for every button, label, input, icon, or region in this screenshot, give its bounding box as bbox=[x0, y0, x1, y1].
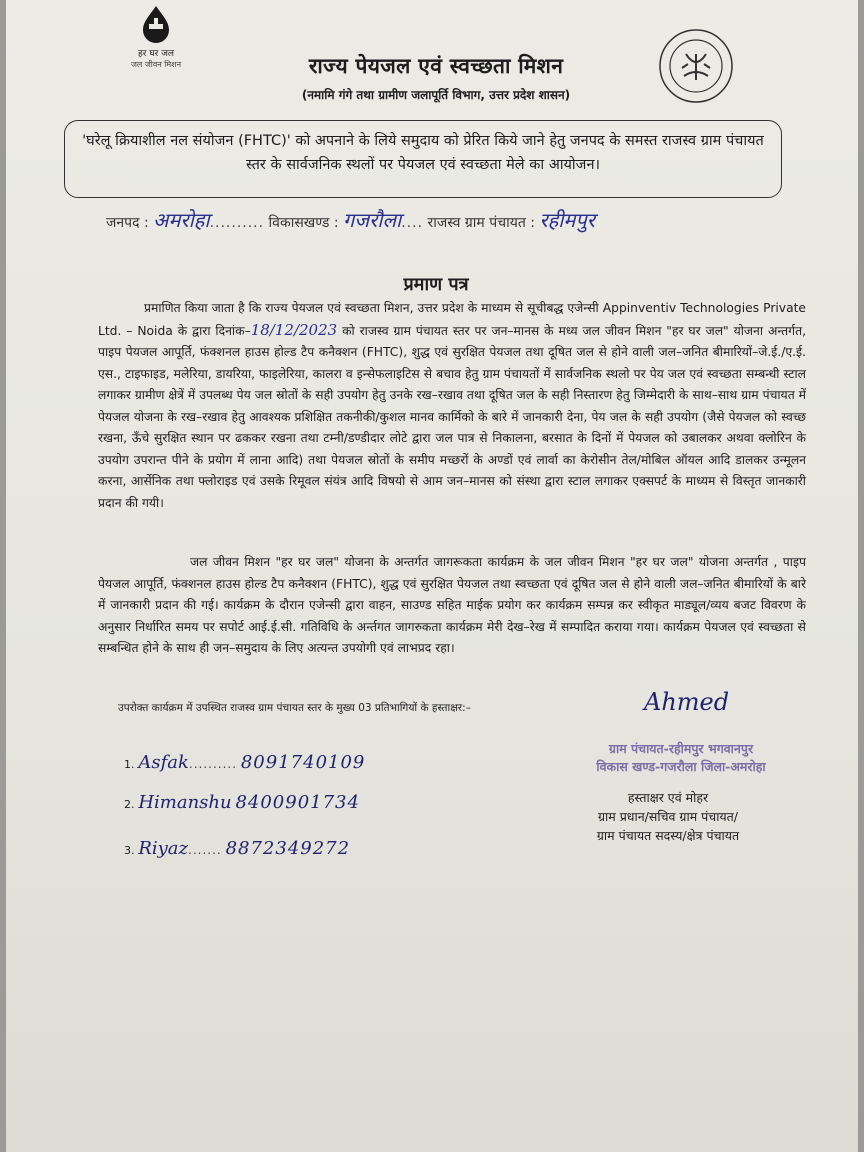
participant-dots: .......... bbox=[188, 757, 238, 771]
certificate-paragraph-2: जल जीवन मिशन "हर घर जल" योजना के अन्तर्गत जागरूकता कार्यक्रम के जल जीवन मिशन "हर घर जल" योजना अन्तर्गत , पाइप पेयजल आपूर्ति, फंक्शनल हाउस होल्ड टैप कनैक्शन (FHTC), शुद्ध एवं सुरक्षित पेयजल तथा स्वच्छता एवं दूषित जल से होने वाली जल–जनित बीमारियों के बारे में जानकारी प्रदान की गई। कार्यक्रम के दौरान एजेन्सी द्वारा वाहन, साउण्ड सहित माईक प्रयोग कर कार्यक्रम सम्पन्न कर स्वीकृत माड्यूल/व्यय बजट विवरण के अनुसार निर्धारित समय पर सपोर्ट आई.ई.सी. गतिविधि के अर्न्तगत जागरुकता कार्यक्रम मेरी देख–रेख में सम्पादित कराया गया। कार्यक्रम पेयजल एवं स्वच्छता से सम्बन्धित होने के साथ ही जन–समुदाय के लिए अत्यन्त उपयोगी एवं लाभप्रद रहा। bbox=[98, 555, 806, 655]
district-label: जनपद : bbox=[106, 215, 149, 231]
water-tap-icon bbox=[139, 4, 173, 44]
participants-label: उपरोक्त कार्यक्रम में उपस्थित राजस्व ग्राम पंचायत स्तर के मुख्य 03 प्रतिभागियों के हस्ताक्षर:– bbox=[118, 702, 471, 714]
participant-row bbox=[124, 752, 365, 773]
participant-row bbox=[124, 792, 360, 813]
sign-role-line-1: हस्ताक्षर एवं मोहर bbox=[627, 790, 709, 805]
district-value: अमरोहा bbox=[153, 208, 210, 232]
participant-dots: ....... bbox=[188, 843, 222, 857]
stamp-line-1: ग्राम पंचायत-रहीमपुर भगवानपुर bbox=[608, 741, 754, 756]
participant-phone: 8872349272 bbox=[225, 838, 351, 859]
certificate-page bbox=[6, 0, 858, 1152]
panchayat-value: रहीमपुर bbox=[539, 208, 595, 232]
logo-line-2: जल जीवन मिशन bbox=[130, 60, 182, 69]
mission-title: राज्य पेयजल एवं स्वच्छता मिशन bbox=[308, 54, 564, 78]
panchayat-label: राजस्व ग्राम पंचायत : bbox=[427, 215, 535, 231]
district-dots: .......... bbox=[209, 215, 265, 231]
block-dots: .... bbox=[401, 215, 424, 231]
stamp-line-2: विकास खण्ड-गजरौला जिला-अमरोहा bbox=[596, 759, 766, 774]
logo-line-1: हर घर जल bbox=[138, 49, 174, 59]
block-label: विकासखण्ड : bbox=[268, 215, 339, 231]
location-line bbox=[106, 206, 786, 233]
participant-number: 2. bbox=[124, 798, 135, 811]
event-description-text: 'घरेलू क्रियाशील नल संयोजन (FHTC)' को अपनाने के लिये समुदाय को प्रेरित किये जाने हेतु जनपद के समस्त राजस्व ग्राम पंचायत स्तर के सार्वजनिक स्थलों पर पेयजल एवं स्वच्छता मेले का आयोजन। bbox=[82, 133, 764, 173]
event-description-box bbox=[64, 120, 782, 198]
certificate-paragraph-1 bbox=[98, 298, 806, 514]
participant-number: 3. bbox=[124, 844, 135, 857]
mission-subtitle: (नमामि गंगे तथा ग्रामीण जलापूर्ति विभाग, उत्तर प्रदेश शासन) bbox=[301, 88, 571, 102]
signatory-role bbox=[558, 788, 778, 845]
certificate-heading: प्रमाण पत्र bbox=[403, 274, 469, 295]
participant-name: Riyaz bbox=[138, 838, 189, 859]
block-value: गजरौला bbox=[343, 208, 402, 232]
pradhan-signature: Ahmed bbox=[644, 688, 730, 716]
event-date: 18/12/2023 bbox=[250, 320, 338, 339]
participant-name: Himanshu bbox=[138, 792, 232, 813]
participant-phone: 8091740109 bbox=[240, 752, 366, 773]
sign-role-line-3: ग्राम पंचायत सदस्य/क्षेत्र पंचायत bbox=[596, 828, 740, 843]
participant-row bbox=[124, 838, 350, 859]
sign-role-line-2: ग्राम प्रधान/सचिव ग्राम पंचायत/ bbox=[597, 809, 739, 824]
participant-name: Asfak bbox=[138, 752, 189, 773]
participant-phone: 8400901734 bbox=[235, 792, 360, 813]
para1-text-start: प्रमाणित किया जाता है कि राज्य पेयजल एवं स्वच्छता मिशन, उत्तर प्रदेश के माध्यम से सूचीबद्ध एजेन्सी Appinventiv Technologies Private Ltd. – Noida के द्वारा दिनांक– bbox=[98, 301, 806, 338]
participant-number: 1. bbox=[124, 758, 135, 771]
panchayat-stamp bbox=[586, 740, 776, 776]
para1-text-end: को राजस्व ग्राम पंचायत स्तर पर जन–मानस के मध्य जल जीवन मिशन "हर घर जल" योजना अन्तर्गत, पाइप पेयजल आपूर्ति, फंक्शनल हाउस होल्ड टैप कनैक्शन (FHTC), शुद्ध एवं सुरक्षित पेयजल तथा दूषित जल से होने वाली जल–जनित बीमारियों–जे.ई./ए.ई. एस., टाइफाइड, मलेरिया, डायरिया, फाइलेरिया, कालरा व इन्सेफलाइटिस से बचाव हेतु ग्राम पंचायतों में सार्वजनिक स्थलो पर पेय जल एवं स्वच्छता सम्बन्धी स्टाल लगाकर ग्रामीण क्षेत्रें में उपलब्ध पेय जल स्रोतों के सही उपयोग हेतु उनके रख–रखाव तथा दूषित जल के सही निस्तारण हेतु जिम्मेदारी के साथ–साथ ग्राम पंचायत में पेयजल योजना के रख–रखाव हेतु आवश्यक प्रशिक्षित तकनीकी/कुशल मानव कार्मिको के बारे में जानकारी देना, पेय जल के सही उपयोग (जैसे पेयजल को स्वच्छ रखना, ऊँचे सुरक्षित स्थान पर ढककर रखना तथा टम्नी/डण्डीदार लोटे द्वारा जल पात्र से निकालना, बरसात के दिनों में पेयजल को उबालकर अथवा क्लोरिन के उपयोग उपरान्त पीने के प्रयोग में लाना आदि) तथा पेयजल स्रोतों के समीप मच्छरों के अण्डों एवं लार्वा का केरोसीन तेल/मोबिल ऑयल आदि डालकर उन्मूलन करना, आर्सेनिक तथा फ्लोराइड एवं उसके रिमूवल संयंत्र आदि विषयो से आम जन–मानस को संस्था द्वारा स्टाल लगाकर एक्सपर्ट के माध्यम से विस्तृत जानकारी प्रदान की गयी। bbox=[98, 323, 806, 510]
